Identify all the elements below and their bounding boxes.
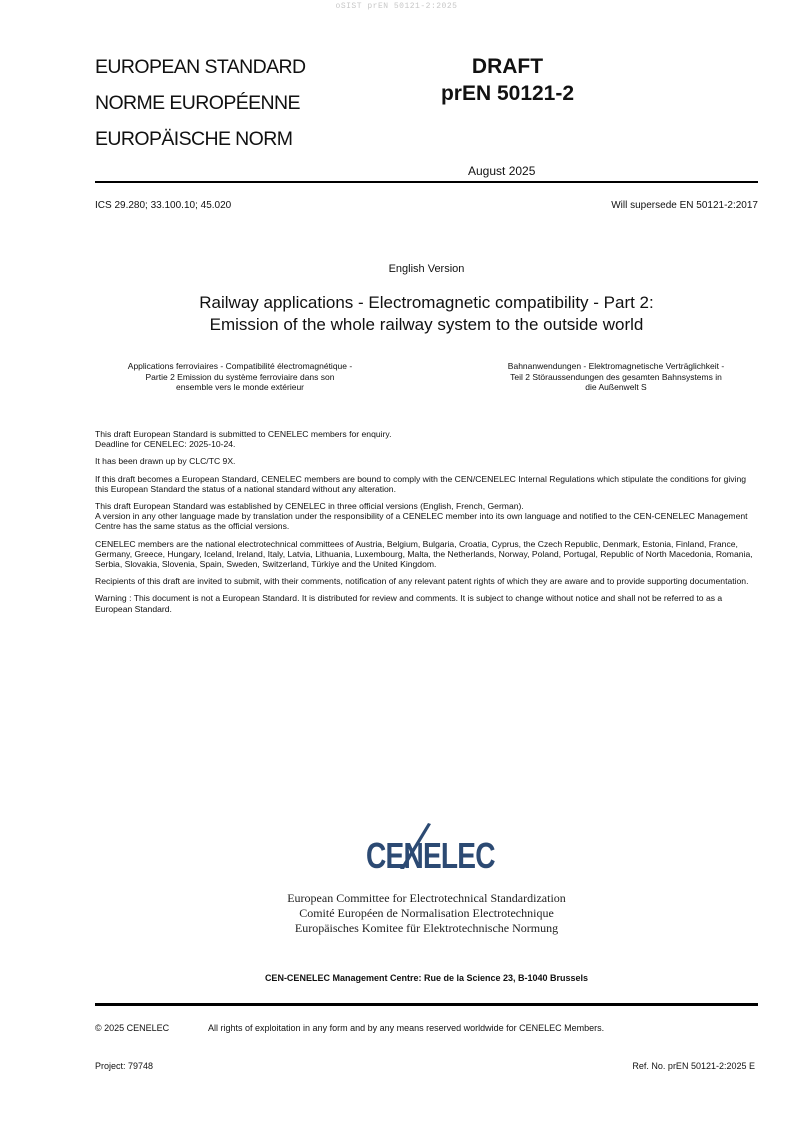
german-title-line: Bahnanwendungen - Elektromagnetische Verträglichkeit -: [507, 361, 725, 371]
paragraph-patents: Recipients of this draft are invited to submit, with their comments, notification of any relevant patent rights of which they are aware and to provide supporting documentation.: [95, 576, 749, 587]
paragraph-committee: It has been drawn up by CLC/TC 9X.: [95, 456, 236, 467]
paragraph-enquiry: This draft European Standard is submitted to CENELEC members for enquiry. Deadline for CENELEC: 2025-10-24.: [95, 429, 392, 450]
body-text: [95, 429, 755, 621]
paragraph-warning: Warning : This document is not a European Standard. It is distributed for review and comments. It is subject to change without notice and shall not be referred to as a European Standard.: [95, 593, 723, 614]
committee-name-en: European Committee for Electrotechnical Standardization: [287, 891, 566, 905]
committee-name-fr: Comité Européen de Normalisation Electrotechnique: [299, 906, 554, 920]
german-title: [466, 361, 766, 393]
committee-name-de: Europäisches Komitee für Elektrotechnische Normung: [294, 921, 559, 935]
rights-statement: All rights of exploitation in any form and by any means reserved worldwide for CENELEC Members.: [208, 1023, 605, 1033]
doc-number: prEN 50121-2: [440, 82, 575, 105]
draft-label: DRAFT: [471, 55, 544, 78]
cenelec-logo: CENELEC: [366, 835, 495, 876]
paragraph-members: CENELEC members are the national electrotechnical committees of Austria, Belgium, Bulgaria, Croatia, Cyprus, the Czech Republic, Denmark, Estonia, Finland, France, Germany, Greece, Hungary, Iceland, Ireland, Italy, Latvia, Lithuania, Luxembourg, Malta, the Netherlands, Norway, Poland, Portugal, Republic of North Macedonia, Romania, Serbia, Slovakia, Slovenia, Spain, Sweden, Switzerland, Türkiye and the United Kingdom.: [95, 538, 753, 570]
paragraph-versions: This draft European Standard was established by CENELEC in three official versions (English, French, German). A version in any other language made by translation under the responsibility of a CENELEC member into its own language and notified to the CEN-CENELEC Management Centre has the same status as the official versions.: [95, 501, 748, 532]
document-title-line-2: Emission of the whole railway system to the outside world: [209, 315, 644, 334]
footer-divider: [95, 1003, 758, 1006]
copyright: © 2025 CENELEC: [95, 1023, 170, 1033]
publication-date: August 2025: [468, 164, 536, 178]
reference-number: Ref. No. prEN 50121-2:2025 E: [632, 1061, 755, 1071]
language-version: English Version: [388, 263, 465, 275]
german-title-line: die Außenwelt S: [585, 382, 647, 392]
ics-codes: ICS 29.280; 33.100.10; 45.020: [95, 200, 232, 211]
standard-title-en: EUROPEAN STANDARD: [95, 56, 306, 78]
watermark: oSIST prEN 50121-2:2025: [335, 2, 458, 11]
french-title-line: Applications ferroviaires - Compatibilité électromagnétique -: [127, 361, 353, 371]
supersede-note: Will supersede EN 50121-2:2017: [611, 200, 758, 211]
paragraph-regulations: If this draft becomes a European Standard, CENELEC members are bound to comply with the CEN/CENELEC Internal Regulations which stipulate the conditions for giving this European Standard the status of a national standard without any alteration.: [95, 473, 747, 494]
committee-names: [200, 891, 653, 936]
german-title-line: Teil 2 Störaussendungen des gesamten Bahnsystems in: [510, 371, 722, 382]
standard-title-de: EUROPÄISCHE NORM: [95, 128, 293, 150]
document-title-line-1: Railway applications - Electromagnetic compatibility - Part 2:: [199, 293, 654, 312]
management-centre-address: CEN-CENELEC Management Centre: Rue de la Science 23, B-1040 Brussels: [264, 973, 589, 983]
project-number: Project: 79748: [95, 1061, 154, 1071]
french-title-line: Partie 2 Emission du système ferroviaire dans son: [145, 371, 335, 382]
french-title: [90, 361, 390, 393]
standard-title-fr: NORME EUROPÉENNE: [95, 92, 300, 114]
french-title-line: ensemble vers le monde extérieur: [175, 382, 305, 392]
header-divider: [95, 181, 758, 183]
